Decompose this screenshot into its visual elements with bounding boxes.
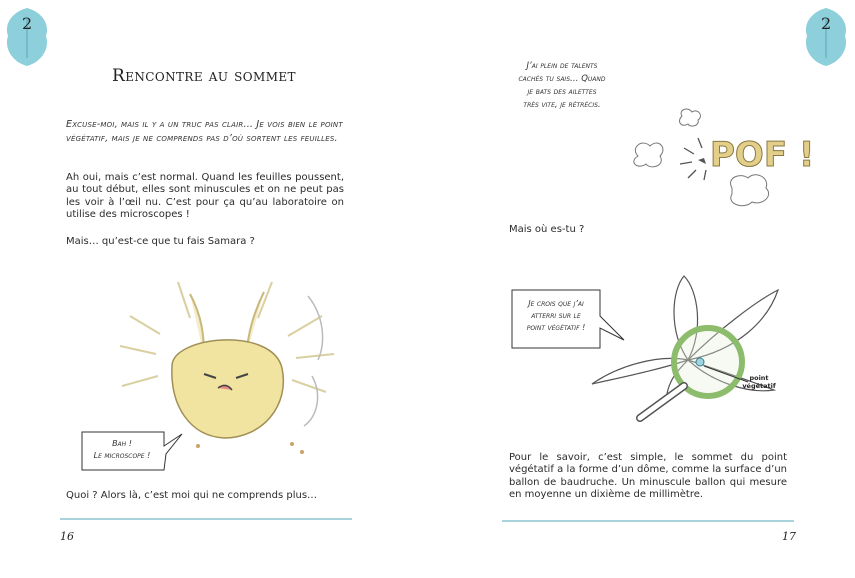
point-vegetatif-label: point végétatif: [742, 374, 776, 390]
bubble-text: Je crois que j’ai atterri sur le point végétatif !: [526, 299, 586, 332]
chapter-number: 2: [821, 14, 832, 33]
chapter-number: 2: [22, 14, 33, 33]
question-text: Mais où es-tu ?: [509, 224, 585, 235]
dialog-text: J’ai plein de talents cachés tu sais… Quand je bats des ailettes très vite, je rétrécis.: [518, 61, 606, 110]
page-rule: [502, 520, 794, 522]
paragraph: Mais… qu’est-ce que tu fais Samara ?: [66, 236, 255, 247]
onomatopoeia-text: POF !: [710, 135, 815, 175]
dialog-text: Excuse-moi, mais il y a un truc pas clair… Je vois bien le point végétatif, mais je ne comprends pas d’où sortent les feuilles.: [66, 119, 343, 144]
page-number: 16: [60, 530, 74, 543]
pof-illustration: [628, 108, 815, 220]
right-page: [428, 0, 855, 578]
bubble-text: Bah ! Le microscope !: [93, 439, 151, 460]
paragraph: Quoi ? Alors là, c’est moi qui ne comprends plus…: [66, 490, 318, 501]
paragraph: Pour le savoir, c’est simple, le sommet du point végétatif a la forme d’un dôme, comme la surface d’un ballon de baudruche. Un minuscule ballon qui mesure en moyenne un dixième de millimètre.: [509, 452, 787, 501]
page-rule: [60, 518, 352, 520]
paragraph: Ah oui, mais c’est normal. Quand les feuilles poussent, au tout début, elles sont minuscules et on ne peut pas les voir à l’œil nu. C’est pour ça qu’au laboratoire on utilise des microscopes !: [66, 172, 344, 221]
page-title: Rencontre au sommet: [112, 66, 296, 86]
page-number: 17: [782, 530, 796, 543]
magnifier-illustration: [588, 270, 788, 430]
